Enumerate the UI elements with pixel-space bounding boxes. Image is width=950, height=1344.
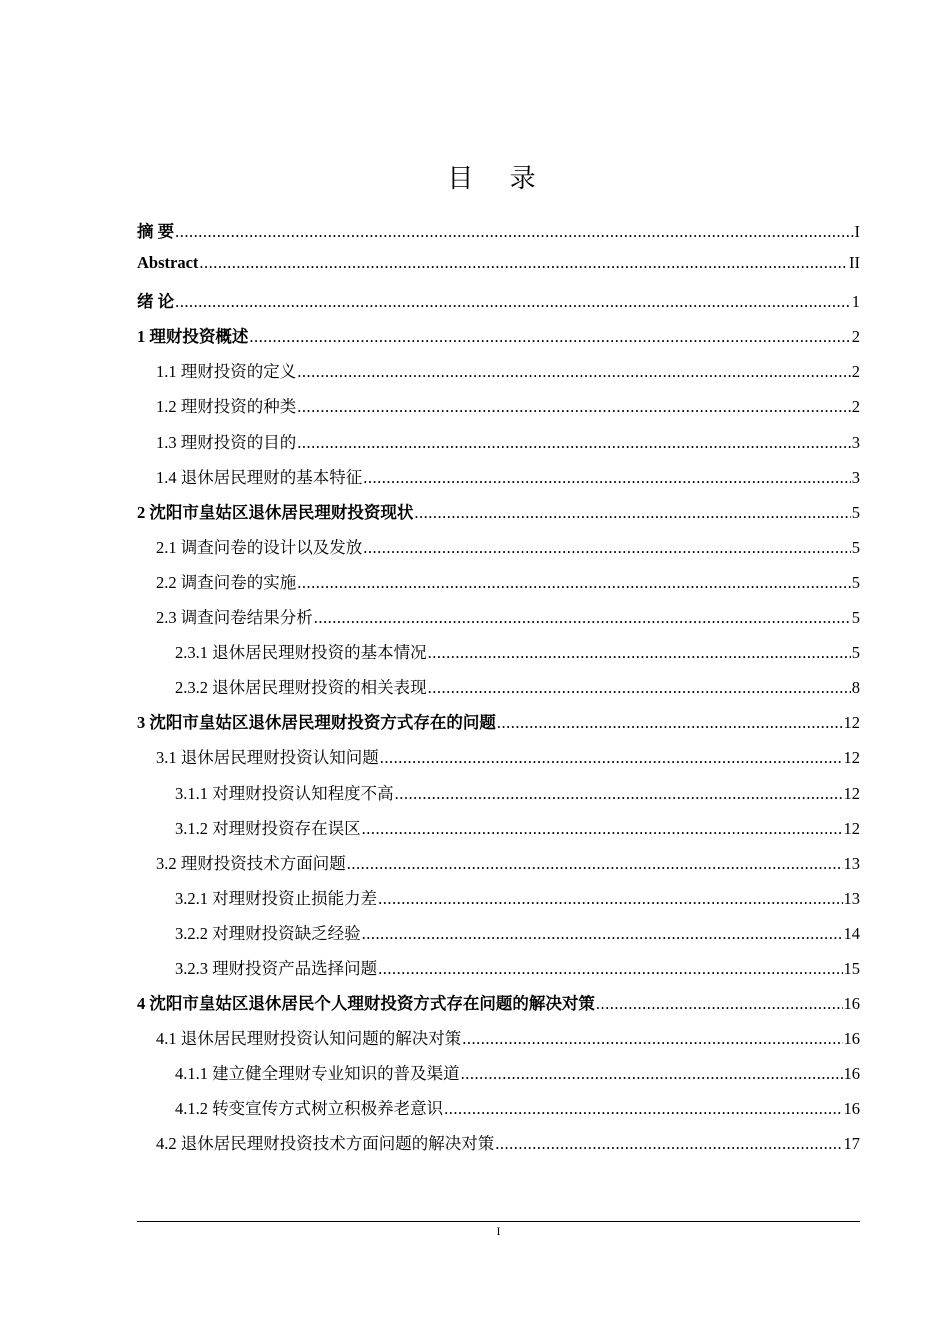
toc-dot-leader <box>462 1029 842 1049</box>
toc-dot-leader <box>444 1099 842 1119</box>
toc-entry[interactable] <box>137 815 860 850</box>
toc-entry-label: 3.1.1 对理财投资认知程度不高 <box>175 783 394 803</box>
toc-dot-leader <box>378 889 842 909</box>
toc-dot-leader <box>414 503 850 523</box>
toc-dot-leader <box>314 608 851 628</box>
toc-dot-leader <box>297 433 851 453</box>
toc-entry-label: 2 沈阳市皇姑区退休居民理财投资现状 <box>137 502 414 522</box>
toc-entry-label: 3.2.3 理财投资产品选择问题 <box>175 958 378 978</box>
toc-entry-label: 2.1 调查问卷的设计以及发放 <box>156 537 363 557</box>
toc-entry[interactable] <box>137 674 860 709</box>
toc-entry-label: 绪 论 <box>137 292 175 312</box>
toc-entry[interactable] <box>137 604 860 639</box>
toc-entry-page: 1 <box>851 292 860 312</box>
toc-entry-label: 2.3 调查问卷结果分析 <box>156 608 313 628</box>
toc-dot-leader <box>297 397 851 417</box>
toc-entry-label: 摘 要 <box>137 222 175 241</box>
toc-entry[interactable] <box>137 885 860 920</box>
toc-entry[interactable] <box>137 920 860 955</box>
toc-entry-page: 12 <box>843 748 860 768</box>
toc-entry-label: 3.2.1 对理财投资止损能力差 <box>175 888 378 908</box>
toc-entry[interactable] <box>137 850 860 885</box>
toc-entry-page: 2 <box>851 327 860 347</box>
toc-entry-page: 5 <box>851 502 860 522</box>
toc-entry-label: 1.4 退休居民理财的基本特征 <box>156 467 363 487</box>
toc-entry-label: 1.3 理财投资的目的 <box>156 432 297 452</box>
toc-entry[interactable] <box>137 1095 860 1130</box>
toc-dot-leader <box>175 292 851 312</box>
toc-entry[interactable] <box>137 1060 860 1095</box>
toc-entry-label: 4.1 退休居民理财投资认知问题的解决对策 <box>156 1029 462 1049</box>
toc-dot-leader <box>395 784 843 804</box>
toc-entry[interactable] <box>137 218 860 253</box>
toc-dot-leader <box>199 253 848 273</box>
toc-entry-page: 12 <box>843 818 860 838</box>
toc-entry-page: I <box>854 222 860 241</box>
toc-entry-page: 16 <box>843 1064 860 1084</box>
toc-dot-leader <box>297 362 851 382</box>
toc-entry[interactable] <box>137 955 860 990</box>
toc-entry-label: 3.2.2 对理财投资缺乏经验 <box>175 923 361 943</box>
toc-entry[interactable] <box>137 1130 860 1165</box>
toc-entry[interactable] <box>137 253 860 288</box>
footer-divider <box>137 1221 860 1222</box>
toc-entry-label: 3.1.2 对理财投资存在误区 <box>175 818 361 838</box>
toc-dot-leader <box>175 222 853 242</box>
toc-entry-label: 3.2 理财投资技术方面问题 <box>156 853 346 873</box>
toc-entry-page: 8 <box>851 678 860 698</box>
toc-entry-page: II <box>849 253 860 273</box>
toc-entry-label: 1 理财投资概述 <box>137 327 249 347</box>
toc-entry[interactable] <box>137 780 860 815</box>
toc-entry-page: 13 <box>843 853 860 873</box>
toc-entry[interactable] <box>137 709 860 744</box>
toc-dot-leader <box>378 959 842 979</box>
toc-entry-page: 2 <box>851 397 860 417</box>
toc-entry-label: 4.1.2 转变宣传方式树立积极养老意识 <box>175 1099 444 1119</box>
toc-dot-leader <box>596 994 843 1014</box>
page-title: 目 录 <box>447 164 550 194</box>
toc-entry-page: 17 <box>843 1134 860 1154</box>
toc-entry-label: 2.2 调查问卷的实施 <box>156 572 297 592</box>
toc-entry-page: 13 <box>843 888 860 908</box>
toc-dot-leader <box>347 854 843 874</box>
toc-entry-label: 4 沈阳市皇姑区退休居民个人理财投资方式存在问题的解决对策 <box>137 994 595 1014</box>
toc-entry[interactable] <box>137 393 860 428</box>
toc-entry-label: 4.2 退休居民理财投资技术方面问题的解决对策 <box>156 1134 495 1154</box>
toc-dot-leader <box>297 573 851 593</box>
toc-entry-page: 3 <box>851 467 860 487</box>
toc-entry-page: 5 <box>851 537 860 557</box>
toc-dot-leader <box>380 748 843 768</box>
toc-entry-label: 2.3.1 退休居民理财投资的基本情况 <box>175 643 427 663</box>
toc-entry-page: 16 <box>843 1099 860 1119</box>
toc-entry[interactable] <box>137 499 860 534</box>
toc-dot-leader <box>461 1064 843 1084</box>
toc-entry-label: 3.1 退休居民理财投资认知问题 <box>156 748 379 768</box>
toc-entry[interactable] <box>137 534 860 569</box>
toc-entry[interactable] <box>137 464 860 499</box>
toc-dot-leader <box>497 713 843 733</box>
toc-entry[interactable] <box>137 429 860 464</box>
toc-entry-page: 5 <box>851 572 860 592</box>
toc-entry-page: 5 <box>851 643 860 663</box>
toc-entry-page: 3 <box>851 432 860 452</box>
toc-entry-page: 2 <box>851 362 860 382</box>
toc-entry-page: 5 <box>851 608 860 628</box>
toc-entry[interactable] <box>137 323 860 358</box>
toc-dot-leader <box>249 327 850 347</box>
toc-dot-leader <box>362 819 843 839</box>
toc-dot-leader <box>495 1134 842 1154</box>
toc-entry-label: 3 沈阳市皇姑区退休居民理财投资方式存在的问题 <box>137 713 496 733</box>
toc-entry[interactable] <box>137 639 860 674</box>
toc-entry-label: 1.1 理财投资的定义 <box>156 362 297 382</box>
toc-dot-leader <box>363 538 851 558</box>
toc-entry[interactable] <box>137 358 860 393</box>
toc-entry-label: 1.2 理财投资的种类 <box>156 397 297 417</box>
toc-entry[interactable] <box>137 744 860 779</box>
footer-page-number: I <box>496 1224 501 1238</box>
toc-entry-page: 12 <box>843 783 860 803</box>
toc-entry-page: 16 <box>843 1029 860 1049</box>
toc-entry-label: Abstract <box>137 253 199 273</box>
toc-entry[interactable] <box>137 990 860 1025</box>
toc-entry[interactable] <box>137 288 860 323</box>
toc-dot-leader <box>428 643 851 663</box>
toc-dot-leader <box>428 678 851 698</box>
toc-entry-page: 15 <box>843 958 860 978</box>
toc-entry-page: 16 <box>843 994 860 1014</box>
toc-dot-leader <box>363 468 851 488</box>
table-of-contents <box>137 218 860 1166</box>
toc-entry-label: 4.1.1 建立健全理财专业知识的普及渠道 <box>175 1064 460 1084</box>
toc-dot-leader <box>362 924 843 944</box>
toc-entry-page: 12 <box>843 713 860 733</box>
toc-entry[interactable] <box>137 569 860 604</box>
toc-entry-page: 14 <box>843 923 860 943</box>
toc-entry-label: 2.3.2 退休居民理财投资的相关表现 <box>175 678 427 698</box>
toc-entry[interactable] <box>137 1025 860 1060</box>
